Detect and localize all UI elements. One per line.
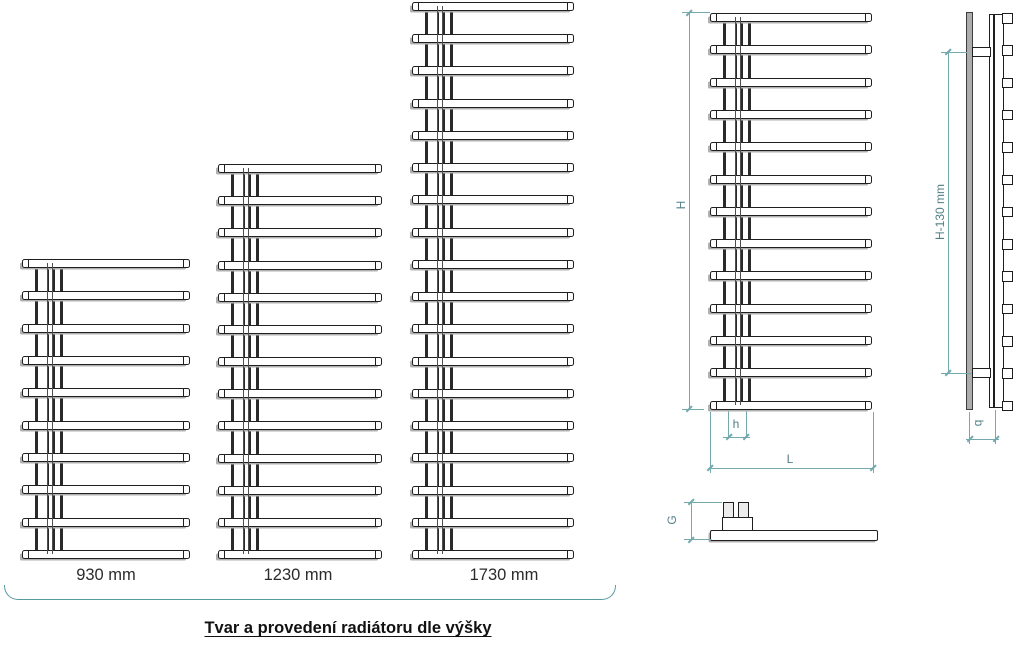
- side-view-connector-top: [972, 47, 991, 57]
- dimension-line-H130: [948, 52, 949, 373]
- bar-end-stub: [1002, 13, 1013, 24]
- bar-end-stub: [1002, 336, 1013, 347]
- collector-inner-lines: [735, 17, 740, 405]
- dimension-label-h: h: [732, 417, 740, 431]
- dimension-line-G: [691, 502, 692, 540]
- dimension-label-b: b: [972, 419, 986, 427]
- grouping-brace: [4, 585, 616, 600]
- top-view-riser-tube: [723, 502, 734, 518]
- dimension-label-H130: H-130 mm: [933, 184, 947, 241]
- radiator-front-view-1230: [218, 164, 382, 559]
- bar-end-stub: [1002, 207, 1013, 218]
- side-view-bar-stubs: [1002, 13, 1013, 411]
- bar-end-stub: [1002, 110, 1013, 121]
- dimension-label-H: H: [674, 200, 688, 210]
- radiator-front-view-dimensioned: [710, 13, 872, 410]
- height-label-1230: 1230 mm: [263, 566, 333, 584]
- dimension-ext-L-right: [873, 412, 874, 473]
- radiator-front-view-1730: [412, 2, 574, 559]
- height-label-1730: 1730 mm: [469, 566, 539, 584]
- dimension-line-H: [689, 12, 690, 409]
- height-label-930: 930 mm: [76, 566, 136, 584]
- top-view-collector-section: [722, 517, 753, 531]
- bar-end-stub: [1002, 142, 1013, 153]
- bar-end-stub: [1002, 271, 1013, 282]
- bar-end-stub: [1002, 368, 1013, 379]
- radiator-front-view-930: [22, 259, 190, 559]
- top-view-riser-tube: [738, 502, 749, 518]
- side-view-connector-bottom: [972, 368, 991, 378]
- dimension-label-G: G: [665, 515, 679, 525]
- drawing-caption: Tvar a provedení radiátoru dle výšky: [204, 619, 492, 637]
- dimension-line-L: [710, 468, 873, 469]
- collector-inner-lines: [437, 6, 442, 554]
- bar-end-stub: [1002, 304, 1013, 315]
- bar-end-stub: [1002, 45, 1013, 56]
- top-view-bar: [710, 530, 878, 541]
- bar-end-stub: [1002, 175, 1013, 186]
- dimension-label-L: L: [786, 452, 794, 466]
- collector-inner-lines: [243, 168, 248, 554]
- collector-tube-right: [442, 6, 453, 554]
- collector-tube-right: [52, 263, 63, 554]
- bar-end-stub: [1002, 401, 1013, 412]
- bar-end-stub: [1002, 78, 1013, 89]
- bar-end-stub: [1002, 239, 1013, 250]
- side-view-wall-rail: [966, 12, 973, 410]
- collector-inner-lines: [47, 263, 52, 554]
